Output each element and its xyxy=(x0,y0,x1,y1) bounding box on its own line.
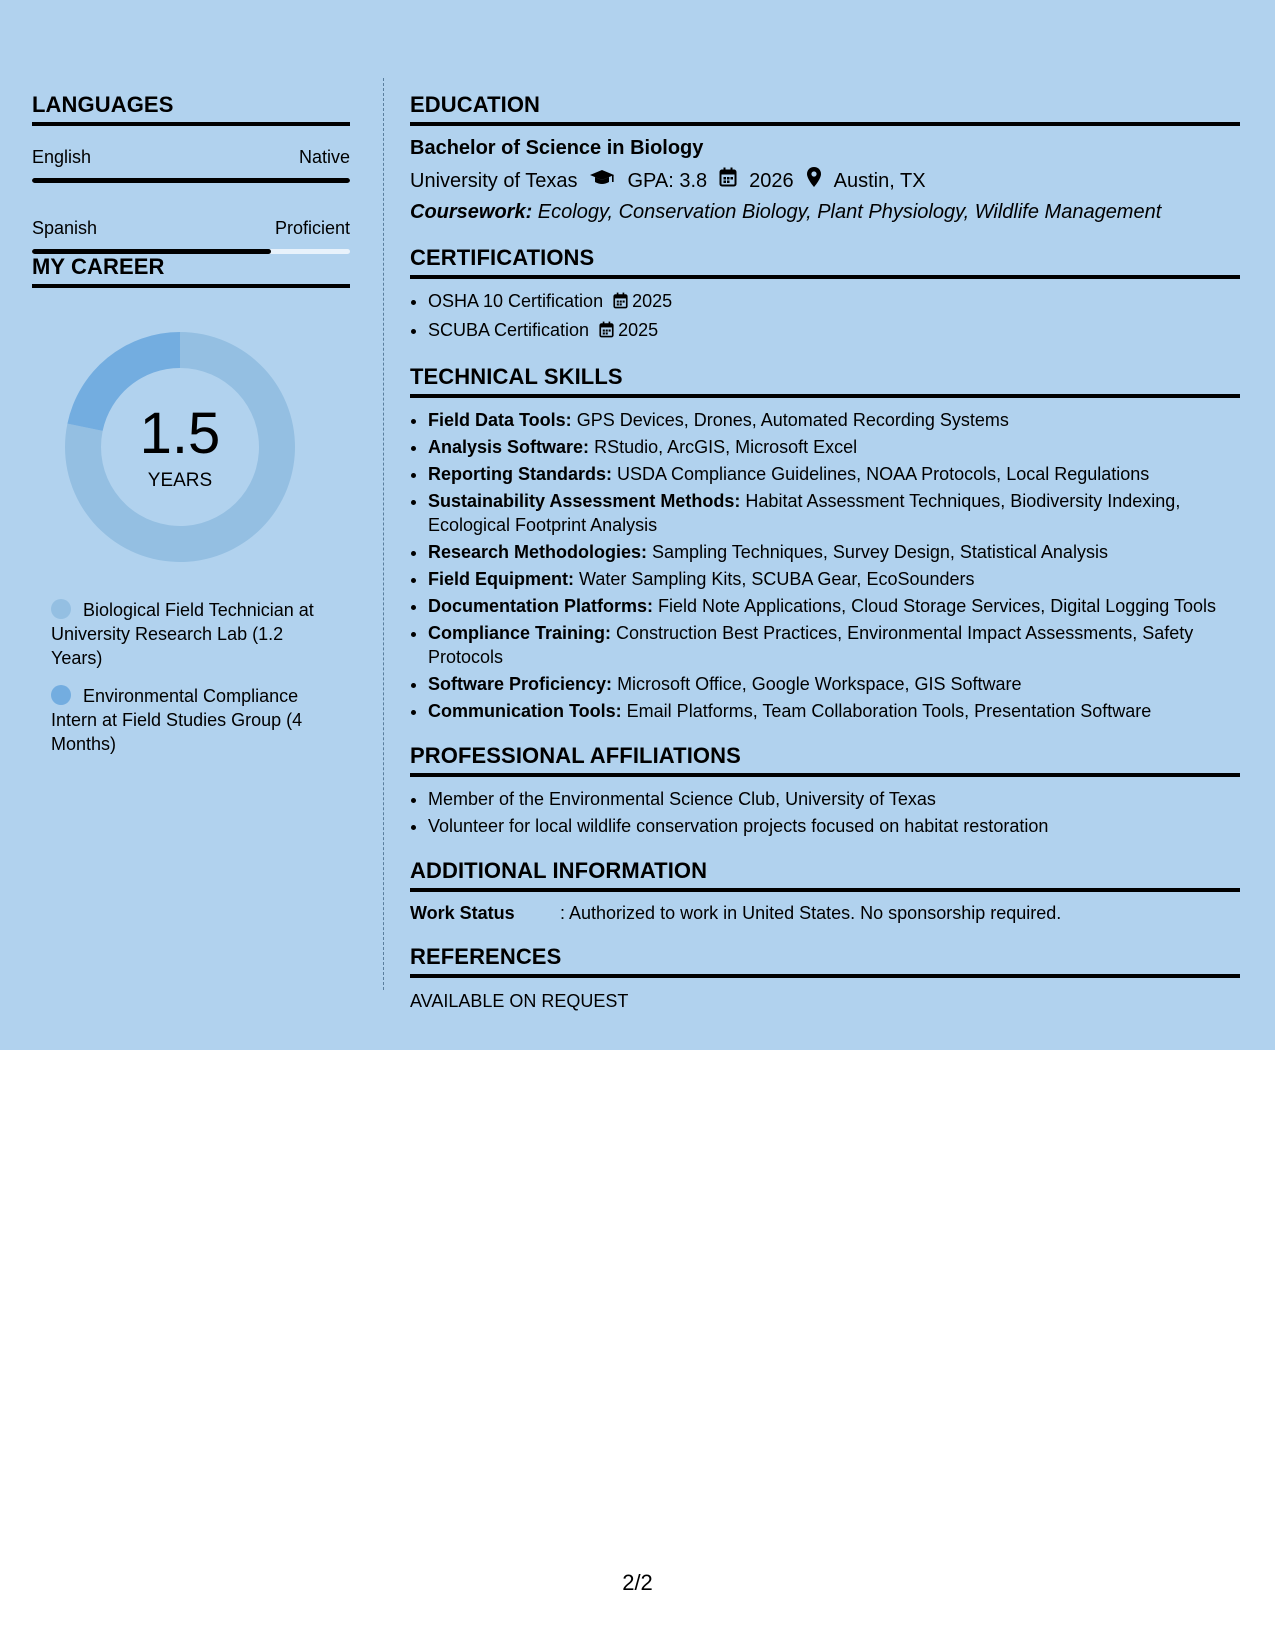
page-number: 2/2 xyxy=(622,1570,653,1595)
certifications-section xyxy=(410,245,1240,344)
skill-label: Research Methodologies: xyxy=(428,542,648,562)
calendar-icon xyxy=(613,291,628,315)
skills-section xyxy=(410,364,1240,723)
career-legend-label: Biological Field Technician at University Research Lab (1.2 Years) xyxy=(51,600,314,668)
calendar-icon xyxy=(599,320,614,344)
career-total-unit: YEARS xyxy=(147,470,213,491)
skill-value: Construction Best Practices, Environmental Impact Assessments, Safety Protocols xyxy=(428,623,1194,667)
language-item xyxy=(32,146,350,183)
degree-title: Bachelor of Science in Biology xyxy=(410,137,704,159)
skill-value: Habitat Assessment Techniques, Biodiversity Indexing, Ecological Footprint Analysis xyxy=(428,491,1181,535)
education-details xyxy=(410,166,1240,195)
skill-label: Communication Tools: xyxy=(428,701,622,721)
skill-label: Field Data Tools: xyxy=(428,410,572,430)
skill-item xyxy=(428,567,1240,591)
skill-value: Email Platforms, Team Collaboration Tools, Presentation Software xyxy=(621,701,1152,721)
certification-name: SCUBA Certification xyxy=(428,320,590,340)
coursework-list: Ecology, Conservation Biology, Plant Physiology, Wildlife Management xyxy=(532,201,1162,223)
skill-value: Water Sampling Kits, SCUBA Gear, EcoSounders xyxy=(574,569,975,589)
career-legend xyxy=(51,598,323,756)
skill-label: Analysis Software: xyxy=(428,437,590,457)
skill-item xyxy=(428,462,1240,486)
graduation-year: 2026 xyxy=(749,169,794,192)
skill-item xyxy=(428,699,1240,723)
affiliations-section xyxy=(410,743,1240,838)
career-total-value: 1.5 xyxy=(139,401,221,466)
certifications-heading: CERTIFICATIONS xyxy=(410,245,1240,279)
skill-item xyxy=(428,408,1240,432)
column-divider xyxy=(383,78,384,990)
coursework xyxy=(410,199,1240,225)
coursework-label: Coursework: xyxy=(410,201,533,223)
gpa: GPA: 3.8 xyxy=(627,169,708,192)
skill-label: Compliance Training: xyxy=(428,623,612,643)
languages-heading: LANGUAGES xyxy=(32,92,350,126)
work-status-label: Work Status xyxy=(410,903,515,923)
affiliation-item: • Volunteer for local wildlife conservation projects focused on habitat restoration xyxy=(428,814,1240,838)
references-text: AVAILABLE ON REQUEST xyxy=(410,991,629,1011)
skill-label: Field Equipment: xyxy=(428,569,574,589)
additional-info-heading: ADDITIONAL INFORMATION xyxy=(410,858,1240,892)
education-heading: EDUCATION xyxy=(410,92,1240,126)
right-column xyxy=(410,92,1240,1012)
location-pin-icon xyxy=(806,166,822,195)
certification-name: OSHA 10 Certification xyxy=(428,291,604,311)
career-legend-item xyxy=(51,598,323,670)
language-proficiency-bar xyxy=(32,178,350,183)
skill-value: Field Note Applications, Cloud Storage Services, Digital Logging Tools xyxy=(653,596,1217,616)
skills-heading: TECHNICAL SKILLS xyxy=(410,364,1240,398)
work-status-row xyxy=(410,902,1240,924)
career-heading: MY CAREER xyxy=(32,254,350,288)
skill-value: USDA Compliance Guidelines, NOAA Protocols, Local Regulations xyxy=(612,464,1150,484)
language-level: Proficient xyxy=(274,218,350,238)
legend-dot-icon xyxy=(51,599,71,619)
skill-value: GPS Devices, Drones, Automated Recording Systems xyxy=(571,410,1009,430)
skill-item xyxy=(428,435,1240,459)
skill-value: Microsoft Office, Google Workspace, GIS Software xyxy=(612,674,1022,694)
language-name: Spanish xyxy=(32,218,98,238)
legend-dot-icon xyxy=(51,685,71,705)
school-name: University of Texas xyxy=(410,169,578,192)
language-level: Native xyxy=(298,147,350,167)
affiliations-heading: PROFESSIONAL AFFILIATIONS xyxy=(410,743,1240,777)
skill-value: Sampling Techniques, Survey Design, Statistical Analysis xyxy=(647,542,1108,562)
career-legend-item xyxy=(51,684,323,756)
skill-item xyxy=(428,540,1240,564)
career-legend-label: Environmental Compliance Intern at Field Studies Group (4 Months) xyxy=(51,686,303,754)
left-column xyxy=(32,92,350,770)
language-proficiency-bar xyxy=(32,249,350,254)
certification-year: 2025 xyxy=(618,320,659,340)
skill-item xyxy=(428,672,1240,696)
skill-label: Documentation Platforms: xyxy=(428,596,654,616)
skill-label: Reporting Standards: xyxy=(428,464,613,484)
skill-item xyxy=(428,621,1240,669)
skill-item xyxy=(428,489,1240,537)
work-status-value: : Authorized to work in United States. No sponsorship required. xyxy=(560,903,1062,923)
school-location: Austin, TX xyxy=(833,169,926,192)
additional-info-section xyxy=(410,858,1240,924)
language-name: English xyxy=(32,147,92,167)
certification-item xyxy=(428,318,1240,344)
calendar-icon xyxy=(719,167,737,194)
graduation-cap-icon xyxy=(589,168,615,194)
career-donut-chart xyxy=(65,332,295,562)
affiliation-item: • Member of the Environmental Science Club, University of Texas xyxy=(428,787,1240,811)
language-proficiency-fill xyxy=(32,178,350,183)
certification-item xyxy=(428,289,1240,315)
language-proficiency-fill xyxy=(32,249,271,254)
skill-value: RStudio, ArcGIS, Microsoft Excel xyxy=(589,437,858,457)
certification-year: 2025 xyxy=(632,291,673,311)
references-heading: REFERENCES xyxy=(410,944,1240,978)
references-section xyxy=(410,944,1240,1012)
skill-item xyxy=(428,594,1240,618)
language-item xyxy=(32,217,350,254)
skill-label: Sustainability Assessment Methods: xyxy=(428,491,741,511)
skill-label: Software Proficiency: xyxy=(428,674,613,694)
